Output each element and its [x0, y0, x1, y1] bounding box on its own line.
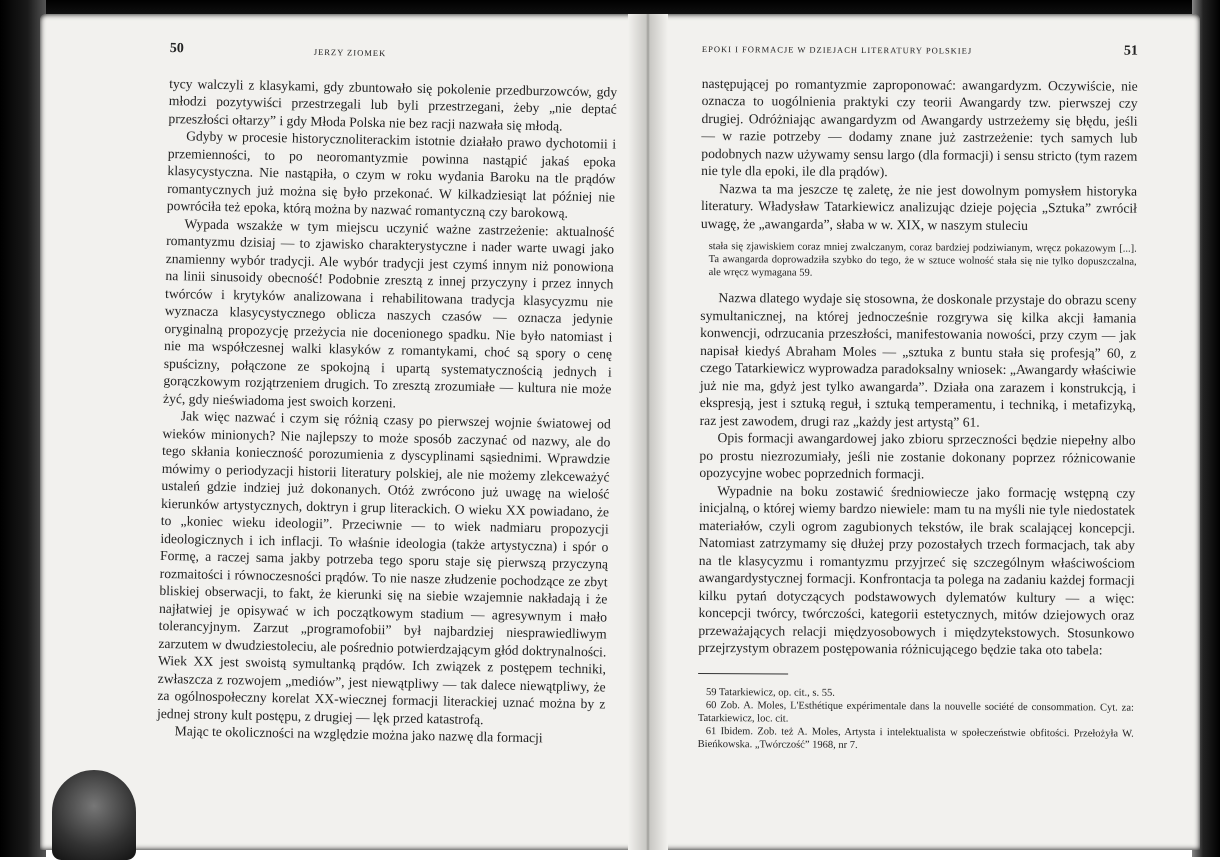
- page-number: 50: [169, 40, 184, 57]
- block-quote: stała się zjawiskiem coraz mniej zwalczanym, coraz bardziej podziwianym, wręcz pokazowym [...]. Ta awangarda doprowadziła szybko do tego, że w sztuce wolność stała się nie tylko dopuszczalna, ale wręcz wymagana 59.: [708, 241, 1137, 279]
- paragraph: Wypada wszakże w tym miejscu uczynić ważne zastrzeżenie: aktualność romantyzmu dzisiaj — to zjawisko charakterystyczne i nader warte uwagi jako znamienny wybór tradycji. Ale wybór tradycji jest czymś innym niż ponowiona na linii sinusoidy obecność! Podobnie zresztą z innej przyczyny i przez innych twórców i krytyków analizowana i rehabilitowana tradycja klasycyzmu nie wyznacza klasycystycznego oblicza naszych czasów — oznacza jedynie oryginalną propozycję przeżycia nie docenionego spadku. Nie było natomiast i nie ma współczesnej walki klasyków z romantykami, choć są spory o cenę spuścizny, połączone ze spokojną i upartą systematycznością jednych i gorączkowym rozjątrzeniem drugich. To zresztą zrozumiałe — kultura nie może żyć, gdy nieświadoma jest swoich korzeni.: [162, 215, 615, 410]
- book-gutter: [628, 14, 668, 850]
- right-page: [698, 40, 1138, 753]
- paragraph: Opis formacji awangardowej jako zbioru sprzeczności będzie niepełny albo po prostu niezrozumiały, jeśli nie zostanie dokonany poprzez różnicowanie opozycyjne wobec poprzednich formacji.: [699, 430, 1136, 482]
- paragraph: następującej po romantyzmie zaproponować: awangardyzm. Oczywiście, nie oznacza to uogólnienia praktyki czy teorii Awangardy tzw. pierwszej czy drugiej. Odróżniając awangardyzm od Awangardy ustrzeżemy się błędu, jeśli — w razie potrzeby — dodamy znane już zastrzeżenie: tych samych lub podobnych nazw używamy sensu largo (dla formacji) i sensu stricto (tym razem nie tyle dla epoki, ile dla prądów).: [701, 75, 1138, 180]
- paragraph: tycy walczyli z klasykami, gdy zbuntowało się pokolenie przedburzowców, gdy młodzi pozytywiści przestrzegali lub byli przestrzegani, żeby „nie deptać przeszłości ołtarzy” i gdy Młoda Polska nie bez racji nazwała się młodą.: [168, 75, 618, 134]
- thumb-image: [52, 770, 136, 860]
- footnote: 61 Ibidem. Zob. też A. Moles, Artysta i intelektualista w społeczeństwie obfitości. Przełożyła W. Bieńkowska. „Twórczość” 1968, nr 7.: [697, 725, 1134, 751]
- right-page-header: [702, 40, 1138, 61]
- footnote: 60 Zob. A. Moles, L'Esthétique expérimentale dans la nouvelle société de consommation. Cyt. za: Tatarkiewicz, loc. cit.: [697, 699, 1134, 725]
- paragraph: Mając te okoliczności na względzie można jako nazwę dla formacji: [174, 723, 543, 746]
- footnote-rule: [698, 672, 788, 674]
- page-number: 51: [1123, 43, 1138, 59]
- paragraph: Jak więc nazwać i czym się różnią czasy po pierwszej wojnie światowej od wieków minionych? Nie najlepszy to może sposób zaczynać od nazwy, ale do tego skłania konieczność porozumienia z dyscyplinami sąsiednimi. Wprawdzie mówimy o periodyzacji historii literatury polskiej, ale nie możemy zlekceważyć ustaleń gdzie indziej już dokonanych. Otóż zwrócono już uwagę na wielość kierunków artystycznych, doktryn i grup literackich. O wieku XX powiadano, że to „koniec wieku ideologii”. Przeciwnie — to wiek nadmiaru propozycji ideologicznych i ich inflacji. To właśnie ideologia (także artystyczna) i spór o Formę, a raczej sama jakby potrzeba tego sporu staje się pierwszą przyczyną rozmaitości i równoczesności prądów. To nie nasze złudzenie pochodzące ze zbyt bliskiej obserwacji, to fakt, że kierunki się na siebie wzajemnie nakładają i że najłatwiej je opisywać w ich początkowym stadium — agresywnym i mało tolerancyjnym. Zarzut „programofobii” był najbardziej niesprawiedliwym zarzutem w dwudziestoleciu, ale pośrednio potwierdzającym głód doktrynalności. Wiek XX jest swoistą symultanką prądów. Ich związek z postępem techniki, zwłaszcza z rozwojem „mediów”, jest niewątpliwy — tak dalece niewątpliwy, że za ogólnospołeczny korelat XX-wiecznej formacji literackiej uznać można by z jednej strony kult postępu, z drugiej — lęk przed katastrofą.: [156, 408, 611, 727]
- running-head: JERZY ZIOMEK: [313, 46, 387, 59]
- footnote: 59 Tatarkiewicz, op. cit., s. 55.: [705, 686, 835, 699]
- paragraph: Nazwa dlatego wydaje się stosowna, że doskonale przystaje do obrazu sceny symultanicznej, na której jednocześnie rozgrywa się kilka akcji łamania konwencji, odrzucania przeszłości, manifestowania nowości, przy czym — jak napisał kiedyś Abraham Moles — „sztuka z buntu stała się profesją” 60, z czego Tatarkiewicz wyprowadza paradoksalny wniosek: „Awangardy właściwie już nie ma, gdyż jest tylko awangarda”. Działa ona zarazem i konstrukcją, i ekspresją, jest i sztuką reguł, i sztuką temperamentu, i techniką, i metafizyką, raz jest zawodem, drugi raz „każdy jest artystą” 61.: [699, 290, 1137, 430]
- left-page: [157, 40, 618, 748]
- paragraph: Gdyby w procesie historycznoliterackim istotnie działało prawo dychotomii i przemienności, to po neoromantyzmie powinna nastąpić jakaś epoka klasycystyczna. Nie nastąpiła, o czym w roku wydania Baroku na tle prądów romantycznych już można się było przekonać. W kilkadziesiąt lat później nie powróciła też epoka, którą można by nazwać romantyczną czy barokową.: [166, 128, 617, 221]
- paragraph: Nazwa ta ma jeszcze tę zaletę, że nie jest dowolnym pomysłem historyka literatury. Władysław Tatarkiewicz analizując dzieje pojęcia „Sztuka” zwrócił uwagę, że „awangarda”, słaba w w. XIX, w naszym stuleciu: [700, 180, 1138, 233]
- running-head: EPOKI I FORMACJE W DZIEJACH LITERATURY POLSKIEJ: [701, 43, 973, 56]
- paragraph: Wypadnie na boku zostawić średniowiecze jako formację wstępną czy inicjalną, o której wiemy bardzo niewiele: mam tu na myśli nie tyle niedostatek materiałów, czyli ogrom zagubionych tekstów, ile brak scalającej koncepcji. Natomiast zatrzymamy się dłużej przy pozostałych trzech formacjach, tak aby na tle klasycyzmu i romantyzmu przyjrzeć się szczególnym właściwościom awangardystycznej formacji. Konfrontacja ta polega na zadaniu każdej formacji kilku pytań dotyczących podstawowych dylematów kultury — a więc: koncepcji twórcy, twórczości, kategorii estetycznych, mitów dziejowych oraz przeważających relacji międzyosobowych i międzytekstowych. Stosunkowo przejrzystym obrazem postępowania różnicującego będzie taka oto tabela:: [698, 482, 1136, 658]
